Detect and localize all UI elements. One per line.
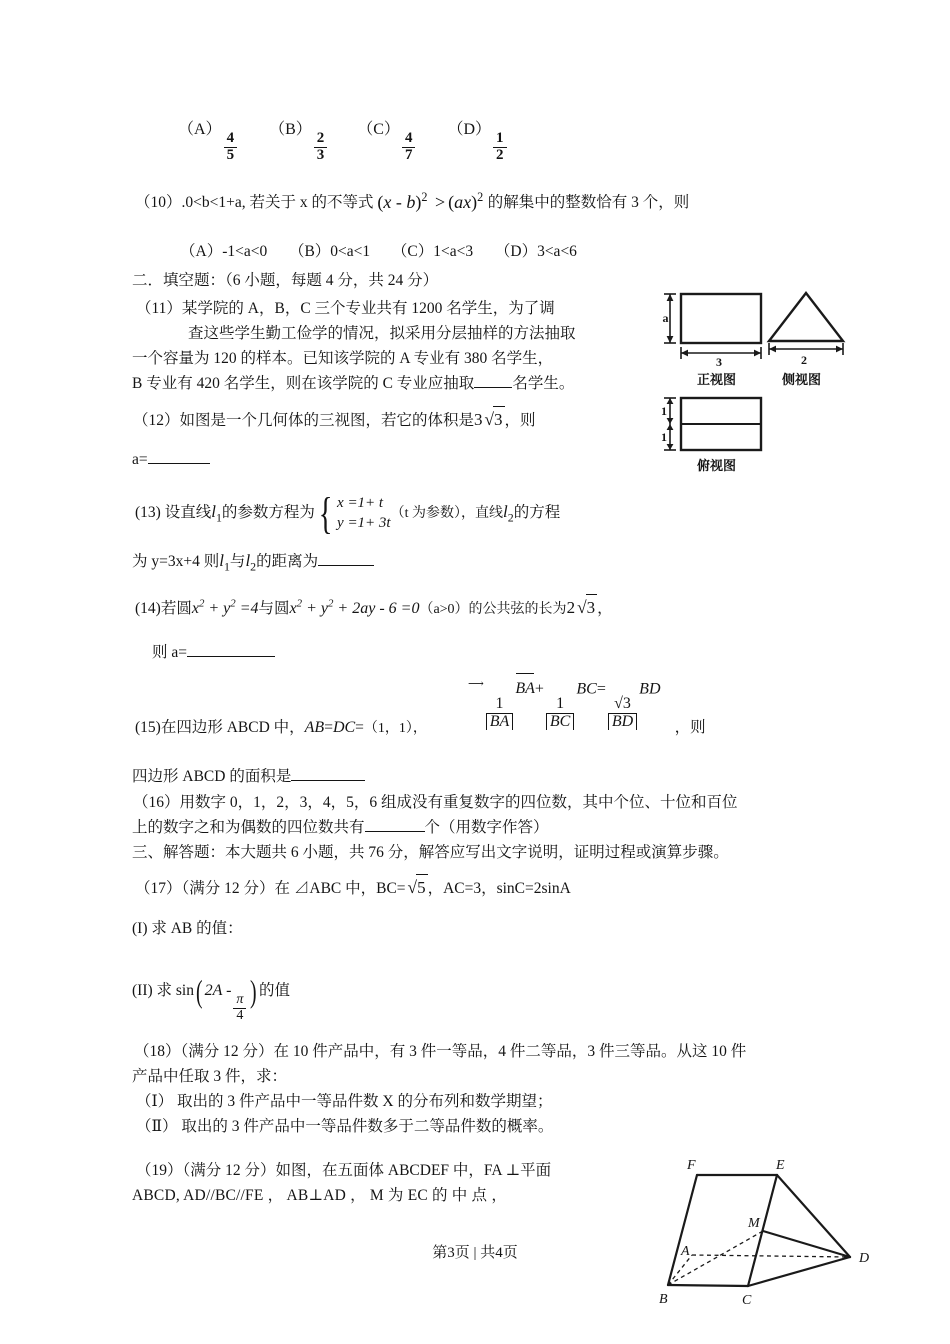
q14-answer-prefix: 则 a= — [152, 644, 187, 661]
q11-line-4-text-b: 名学生。 — [512, 375, 575, 392]
q11-line-4-text-a: B 专业有 420 名学生，则在该学院的 C 专业应抽取 — [132, 375, 475, 392]
q13-stem-text-c: （t 为参数），直线 — [390, 505, 503, 521]
q9-option-b-label: （B） — [269, 121, 312, 138]
q13-stem-text-e: 为 y=3x+4 则 — [132, 553, 220, 570]
q13-stem-text-a: (13) 设直线 — [135, 503, 212, 521]
q15-term1-numerator: 1 — [495, 694, 504, 712]
top-view-label: 俯视图 — [697, 458, 737, 473]
q15-stem-text-b: ，则 — [674, 719, 706, 736]
q12-stem-text-a: （12）如图是一个几何体的三视图，若它的体积是 — [133, 412, 475, 429]
q13-answer-blank[interactable] — [318, 553, 374, 566]
side-view-drawing — [769, 293, 843, 367]
vertex-label-d: D — [859, 1251, 870, 1266]
q15-term2-denominator: BC — [546, 713, 574, 731]
q12-volume-value: 3 √3 — [474, 410, 505, 429]
q15-stem-text-a: (15)在四边形 ABCD 中， — [135, 719, 305, 736]
q10-stem-text-b: 的解集中的整数恰有 3 个，则 — [487, 194, 690, 211]
q15-vector-dc: DC — [332, 719, 356, 736]
q14-stem-text-b: 与圆 — [258, 600, 290, 617]
q16-line-1: （16）用数字 0，1，2，3，4，5，6 组成没有重复数字的四位数，其中个位、十位和百位 — [133, 794, 738, 811]
q10-option-c: （C）1<a<3 — [391, 243, 474, 260]
q13-line2b-symbol: $l_2$ — [245, 551, 257, 574]
q10-option-b: （B）0<a<1 — [288, 243, 371, 260]
q14-stem-text-d: ， — [597, 600, 613, 617]
q12-answer-blank[interactable] — [148, 451, 210, 464]
q9-option-c-numerator: 4 — [404, 130, 413, 147]
vertex-label-c: C — [742, 1293, 752, 1308]
q14-answer-blank[interactable] — [187, 644, 275, 657]
q17-bc-radicand: 5 — [416, 874, 428, 901]
front-view-drawing — [663, 294, 762, 369]
q10-lhs-power: 2 — [421, 190, 428, 204]
q17-pi-denominator: 4 — [233, 1008, 246, 1024]
q16-line-2 — [132, 816, 549, 840]
q10-options — [180, 240, 577, 264]
q9-option-d-numerator: 1 — [496, 130, 504, 147]
q14-circle-2-equation: $x^2 + y^2 + 2ay - 6 =0$ — [289, 597, 420, 617]
q14-circle-1-equation: $x^2 + y^2 =4$ — [191, 597, 259, 617]
q16-line-2-text-b: 个（用数字作答） — [424, 819, 549, 836]
vertex-label-b: B — [659, 1292, 668, 1307]
q15-plus-sign: + — [534, 680, 544, 698]
vertex-label-m: M — [748, 1216, 760, 1231]
q9-option-d-label: （D） — [447, 121, 491, 138]
q13-equation-y: y =1+ 3t — [337, 515, 391, 532]
q14-chord-coefficient: 2 — [566, 598, 576, 617]
front-view-width-dim: 3 — [716, 355, 722, 369]
section-2-heading: 二．填空题：（6 小题，每题 4 分，共 24 分） — [132, 272, 439, 289]
side-view-base-dim: 2 — [801, 353, 807, 367]
q17-part-2-prefix: (II) 求 sin — [132, 982, 194, 1000]
q11-line-1: （11）某学院的 A，B，C 三个专业共有 1200 名学生，为了调 — [136, 300, 555, 317]
q15-vector-ab: AB — [304, 719, 325, 736]
q15-vector-equation — [468, 676, 661, 730]
q13-stem-text-d: 的方程 — [513, 503, 561, 521]
q17-stem-text-b: ，AC=3，sinC=2sinA — [427, 880, 571, 897]
q9-option-a-numerator: 4 — [226, 130, 235, 147]
q10-option-d: （D）3<a<6 — [494, 243, 577, 260]
q11-line-3: 一个容量为 120 的样本。已知该学院的 A 专业有 380 名学生， — [132, 350, 554, 367]
q14-stem-text-a: (14)若圆 — [135, 600, 192, 617]
q9-option-b-denominator: 3 — [314, 147, 328, 164]
q17-paren-close: ) — [250, 974, 258, 1009]
q13-line2-symbol: $l_2$ — [503, 501, 514, 525]
section-3-heading: 三、解答题：本大题共 6 小题，共 76 分，解答应写出文字说明，证明过程或演算步骤。 — [132, 844, 729, 861]
q15-coords: （1，1）， — [363, 721, 427, 736]
vertex-label-f: F — [687, 1158, 696, 1173]
q9-option-c-denominator: 7 — [402, 147, 416, 164]
q13-stem-text-f: 与 — [229, 553, 246, 570]
q13-parametric-system: { x =1+ t y =1+ 3t — [318, 488, 391, 538]
q15-term1-denominator: BA — [486, 713, 514, 731]
q18-line-2: 产品中任取 3 件，求： — [132, 1068, 288, 1085]
q14-stem-text-c: （a>0）的公共弦的长为 — [419, 602, 567, 617]
q15-term2-numerator: 1 — [556, 694, 565, 712]
q11-line-4 — [132, 372, 574, 396]
q9-option-a-denominator: 5 — [224, 147, 238, 164]
top-view-dim-1: 1 — [661, 404, 667, 418]
q13-stem-text-g: 的距离为 — [256, 553, 319, 570]
q10-rhs-expr: ax — [454, 192, 472, 212]
q15-arrow-icon: ⟶ — [468, 678, 484, 690]
q17-paren-open: ( — [196, 974, 203, 1009]
q17-stem-text-a: （17）（满分 12 分）在 ⊿ABC 中，BC= — [135, 880, 406, 897]
q12-answer-prefix: a= — [132, 451, 148, 468]
solid-figure-abcdef — [630, 1145, 945, 1335]
vertex-label-e: E — [776, 1158, 785, 1173]
q15-answer-line — [132, 765, 365, 789]
q14-chord-length: 2 √3 — [567, 598, 598, 617]
q15-term3-vector: BD — [639, 680, 661, 698]
q10-stem — [135, 188, 689, 217]
q10-rhs-close: ) — [471, 192, 478, 212]
q19-line-1: （19）（满分 12 分）如图，在五面体 ABCDEF 中，FA ⊥平面 — [136, 1162, 552, 1179]
q10-stem-text-a: （10）.0<b<1+a, 若关于 x 的不等式 — [135, 194, 374, 211]
q10-option-a: （A）-1<a<0 — [180, 243, 268, 260]
q10-relation: > — [434, 192, 446, 212]
q17-pi-numerator: π — [236, 991, 244, 1007]
q14-chord-radicand: 3 — [586, 594, 598, 621]
q16-answer-blank[interactable] — [365, 819, 425, 832]
front-view-height-dim: a — [662, 311, 669, 325]
q15-term2-vector: BC — [576, 680, 597, 698]
q9-option-b-numerator: 2 — [316, 130, 325, 147]
three-view-figure — [660, 280, 895, 485]
q15-equals-2: = — [355, 719, 364, 736]
q17-part-2-suffix: 的值 — [259, 982, 291, 1000]
page-footer: 第3页 | 共4页 — [432, 1245, 518, 1261]
q17-part-2 — [132, 967, 290, 1023]
q13-stem-line-1 — [135, 488, 561, 538]
q16-line-2-text-a: 上的数字之和为偶数的四位数共有 — [132, 819, 365, 836]
q13-line1-symbol: $l_1$ — [211, 501, 222, 525]
q12-volume-radicand: 3 — [493, 406, 505, 433]
q13-stem-text-b: 的参数方程为 — [221, 503, 315, 521]
q10-lhs-close: ) — [415, 192, 422, 212]
q15-stem-text-c: 四边形 ABCD 的面积是 — [132, 768, 292, 785]
q9-option-c-label: （C） — [357, 121, 400, 138]
q15-equals-1: = — [324, 719, 333, 736]
front-view-label: 正视图 — [697, 372, 737, 387]
q18-line-1: （18）（满分 12 分）在 10 件产品中，有 3 件一等品，4 件二等品，3 件三等品。从这 10 件 — [134, 1043, 747, 1060]
q13-line1b-symbol: $l_1$ — [219, 551, 230, 574]
q9-option-a-label: （A） — [178, 121, 222, 138]
q18-part-2: （Ⅱ） 取出的 3 件产品中一等品件数多于二等品件数的概率。 — [136, 1118, 554, 1135]
q10-lhs-open: ( — [377, 192, 384, 212]
q11-line-2: 查这些学生勤工俭学的情况，拟采用分层抽样的方法抽取 — [188, 325, 576, 342]
top-view-dim-2: 1 — [661, 430, 667, 444]
q17-angle-expr: 2A - — [204, 982, 232, 1000]
q15-term1-vector: BA — [515, 677, 535, 702]
side-view-label: 侧视图 — [782, 372, 822, 387]
q10-lhs-expr: x - b — [383, 192, 416, 212]
q12-stem-text-b: ，则 — [504, 412, 536, 429]
q10-rhs-power: 2 — [477, 190, 484, 204]
q13-stem-line-2 — [132, 548, 374, 576]
q15-answer-blank[interactable] — [291, 768, 365, 781]
vertex-label-a: A — [681, 1244, 690, 1259]
q13-equation-x: x =1+ t — [337, 495, 384, 511]
q14-answer-line — [152, 641, 275, 665]
q9-option-d-denominator: 2 — [493, 147, 507, 164]
q9-options-row — [178, 118, 509, 164]
q15-equals-sign: = — [596, 680, 606, 698]
q10-inequality — [377, 192, 487, 212]
q10-rhs-open: ( — [448, 192, 455, 212]
q15-term3-denominator: BD — [608, 713, 637, 731]
q12-answer-line — [132, 448, 210, 472]
q12-stem — [133, 406, 536, 434]
q18-part-1: （Ⅰ） 取出的 3 件产品中一等品件数 X 的分布列和数学期望； — [136, 1093, 553, 1110]
top-view-drawing — [661, 398, 761, 450]
q11-answer-blank[interactable] — [474, 375, 512, 388]
q14-stem — [135, 594, 613, 622]
q12-volume-coefficient: 3 — [474, 410, 483, 429]
q17-part-1: (I) 求 AB 的值： — [132, 920, 243, 937]
q19-line-2: ABCD, AD//BC//FE ， AB⊥AD ， M 为 EC 的 中 点 ， — [132, 1187, 508, 1204]
q17-stem: （17）（满分 12 分）在 ⊿ABC 中，BC= √5 ，AC=3，sinC=2sinA — [135, 874, 571, 902]
q15-term3-numerator: √3 — [614, 694, 631, 712]
